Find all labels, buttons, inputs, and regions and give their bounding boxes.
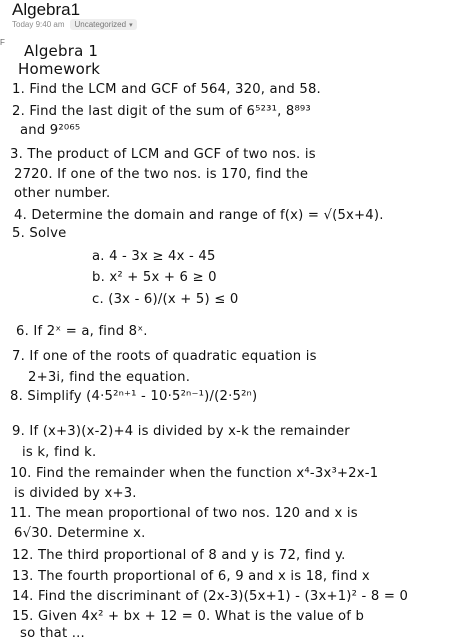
note-line-q5: 5. Solve: [12, 226, 67, 241]
note-line-q1: 1. Find the LCM and GCF of 564, 320, and 58.: [12, 82, 321, 97]
note-line-q14: 14. Find the discriminant of (2x-3)(5x+1) - (3x+1)² - 8 = 0: [12, 589, 409, 604]
note-line-q3a: 3. The product of LCM and GCF of two nos. is: [10, 147, 316, 162]
note-line-q13: 13. The fourth proportional of 6, 9 and x is 18, find x: [12, 569, 370, 584]
note-line-q4: 4. Determine the domain and range of f(x) = √(5x+4).: [14, 208, 384, 223]
note-header: [0, 0, 474, 34]
note-line-q2b: and 9²⁰⁶⁵: [20, 123, 81, 138]
note-line-heading-homework: Homework: [18, 60, 101, 78]
note-line-q8: 8. Simplify (4·5²ⁿ⁺¹ - 10·5²ⁿ⁻¹)/(2·5²ⁿ): [10, 389, 258, 404]
note-line-q10b: is divided by x+3.: [14, 486, 137, 501]
note-line-q7b: 2+3i, find the equation.: [28, 370, 191, 385]
folder-label: Uncategorized: [74, 20, 127, 29]
note-line-q11b: 6√30. Determine x.: [14, 526, 146, 541]
note-line-q9a: 9. If (x+3)(x-2)+4 is divided by x-k the remainder: [12, 424, 350, 439]
handwritten-notes-canvas[interactable]: [0, 34, 474, 641]
note-line-heading-algebra: Algebra 1: [24, 42, 99, 60]
note-meta: [12, 19, 137, 30]
note-line-q12: 12. The third proportional of 8 and y is 72, find y.: [12, 548, 346, 563]
note-line-q5a: a. 4 - 3x ≥ 4x - 45: [92, 249, 216, 264]
note-line-q6: 6. If 2ˣ = a, find 8ˣ.: [16, 324, 148, 339]
note-title[interactable]: Algebra1: [12, 0, 81, 19]
note-line-q5c: c. (3x - 6)/(x + 5) ≤ 0: [92, 292, 239, 307]
edge-mark: F: [0, 38, 5, 47]
note-line-q15: 15. Given 4x² + bx + 12 = 0. What is the value of b: [12, 609, 365, 624]
folder-dropdown[interactable]: [70, 19, 136, 30]
note-line-q3c: other number.: [14, 186, 111, 201]
note-line-q15b: so that ...: [20, 626, 85, 641]
note-line-q2a: 2. Find the last digit of the sum of 6⁵²³¹, 8⁸⁹³: [12, 104, 311, 119]
note-timestamp: Today 9:40 am: [12, 20, 65, 29]
note-line-q9b: is k, find k.: [22, 445, 97, 460]
note-line-q7a: 7. If one of the roots of quadratic equation is: [12, 349, 317, 364]
note-line-q5b: b. x² + 5x + 6 ≥ 0: [92, 270, 217, 285]
note-line-q3b: 2720. If one of the two nos. is 170, find the: [14, 167, 309, 182]
chevron-down-icon: ▾: [129, 21, 133, 29]
note-line-q11a: 11. The mean proportional of two nos. 120 and x is: [10, 506, 358, 521]
note-line-q10a: 10. Find the remainder when the function x⁴-3x³+2x-1: [10, 466, 379, 481]
